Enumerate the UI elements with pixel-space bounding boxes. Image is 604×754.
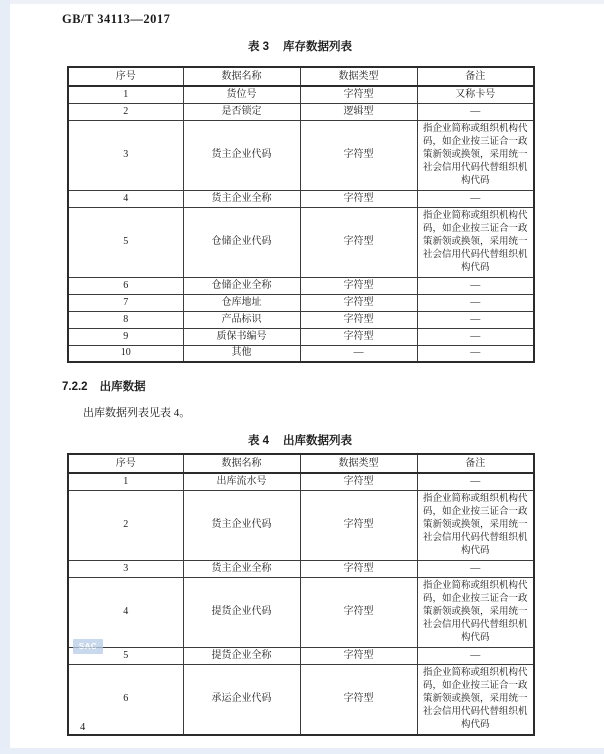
cell-name: 货主企业代码: [183, 490, 300, 560]
cell-remark: 指企业简称或组织机构代码，如企业按三证合一政策新领或换领，采用统一社会信用代码代替组织机构代码: [417, 207, 534, 277]
table-row: [68, 490, 534, 560]
cell-type: 字符型: [300, 207, 417, 277]
cell-remark: 指企业简称或组织机构代码，如企业按三证合一政策新领或换领，采用统一社会信用代码代替组织机构代码: [417, 577, 534, 647]
cell-seq: 3: [68, 560, 183, 577]
cell-name: 产品标识: [183, 311, 300, 328]
cell-seq: 7: [68, 294, 183, 311]
scan-edge-bottom: [0, 748, 604, 754]
cell-type: 字符型: [300, 311, 417, 328]
cell-name: 仓储企业代码: [183, 207, 300, 277]
table-row: [68, 664, 534, 735]
table-4-caption: [67, 432, 533, 448]
table-4-caption-title: 出库数据列表: [283, 435, 353, 447]
cell-seq: 5: [68, 207, 183, 277]
cell-name: 出库流水号: [183, 473, 300, 490]
cell-seq: 2: [68, 103, 183, 120]
cell-name: 是否锁定: [183, 103, 300, 120]
cell-remark: 指企业简称或组织机构代码，如企业按三证合一政策新领或换领，采用统一社会信用代码代替组织机构代码: [417, 120, 534, 190]
cell-remark: 又称卡号: [417, 86, 534, 103]
table-header-row: [68, 454, 534, 473]
standard-number-header: GB/T 34113—2017: [62, 12, 171, 26]
column-header-name: 数据名称: [183, 454, 300, 473]
cell-remark: —: [417, 103, 534, 120]
table-4-caption-label: 表 4: [247, 435, 270, 447]
cell-name: 货主企业代码: [183, 120, 300, 190]
scan-watermark: SAC: [73, 639, 103, 654]
cell-seq: 5: [68, 647, 183, 664]
table-row: [68, 647, 534, 664]
table-3-caption-label: 表 3: [247, 41, 270, 53]
cell-name: 提货企业代码: [183, 577, 300, 647]
table-row: [68, 345, 534, 362]
table-3-caption-title: 库存数据列表: [283, 41, 353, 53]
column-header-seq: 序号: [68, 67, 183, 86]
document-page: [10, 4, 604, 748]
column-header-name: 数据名称: [183, 67, 300, 86]
cell-name: 提货企业全称: [183, 647, 300, 664]
cell-name: 仓库地址: [183, 294, 300, 311]
cell-seq: 2: [68, 490, 183, 560]
cell-seq: 10: [68, 345, 183, 362]
column-header-type: 数据类型: [300, 67, 417, 86]
cell-remark: —: [417, 294, 534, 311]
table-3-caption: [67, 38, 533, 54]
table-row: [68, 277, 534, 294]
cell-type: 字符型: [300, 490, 417, 560]
cell-type: 字符型: [300, 277, 417, 294]
cell-type: 字符型: [300, 473, 417, 490]
cell-seq: 9: [68, 328, 183, 345]
cell-name: 承运企业代码: [183, 664, 300, 735]
section-heading: [62, 378, 146, 394]
cell-remark: —: [417, 311, 534, 328]
table-row: [68, 328, 534, 345]
cell-seq: 4: [68, 577, 183, 647]
cell-type: 字符型: [300, 560, 417, 577]
cell-type: 字符型: [300, 664, 417, 735]
cell-type: 字符型: [300, 120, 417, 190]
cell-seq: 6: [68, 277, 183, 294]
table-row: [68, 311, 534, 328]
column-header-remark: 备注: [417, 67, 534, 86]
cell-type: 字符型: [300, 328, 417, 345]
cell-remark: 指企业简称或组织机构代码，如企业按三证合一政策新领或换领，采用统一社会信用代码代替组织机构代码: [417, 490, 534, 560]
section-number: 7.2.2: [62, 381, 88, 393]
table-row: [68, 473, 534, 490]
cell-remark: —: [417, 647, 534, 664]
column-header-seq: 序号: [68, 454, 183, 473]
cell-type: 字符型: [300, 294, 417, 311]
table-row: [68, 120, 534, 190]
outbound-data-table: [67, 453, 535, 736]
table-row: [68, 86, 534, 103]
cell-remark: —: [417, 345, 534, 362]
cell-remark: 指企业简称或组织机构代码，如企业按三证合一政策新领或换领，采用统一社会信用代码代替组织机构代码: [417, 664, 534, 735]
cell-name: 货位号: [183, 86, 300, 103]
inventory-data-table: [67, 66, 535, 363]
section-title: 出库数据: [99, 381, 146, 393]
table-row: [68, 190, 534, 207]
cell-remark: —: [417, 473, 534, 490]
cell-name: 货主企业全称: [183, 190, 300, 207]
table-row: [68, 103, 534, 120]
page-number: 4: [80, 722, 86, 733]
table-header-row: [68, 67, 534, 86]
table-row: [68, 207, 534, 277]
table-row: [68, 560, 534, 577]
cell-seq: 1: [68, 473, 183, 490]
table-row: [68, 577, 534, 647]
column-header-remark: 备注: [417, 454, 534, 473]
scan-edge-left: [0, 0, 10, 754]
cell-type: 字符型: [300, 190, 417, 207]
cell-seq: 3: [68, 120, 183, 190]
cell-seq: 1: [68, 86, 183, 103]
table-row: [68, 294, 534, 311]
cell-remark: —: [417, 560, 534, 577]
section-body-text: 出库数据列表见表 4。: [83, 407, 191, 419]
cell-remark: —: [417, 328, 534, 345]
cell-name: 货主企业全称: [183, 560, 300, 577]
cell-type: 逻辑型: [300, 103, 417, 120]
cell-name: 质保书编号: [183, 328, 300, 345]
cell-type: 字符型: [300, 647, 417, 664]
cell-remark: —: [417, 190, 534, 207]
cell-remark: —: [417, 277, 534, 294]
column-header-type: 数据类型: [300, 454, 417, 473]
cell-type: —: [300, 345, 417, 362]
cell-seq: 6: [68, 664, 183, 735]
cell-type: 字符型: [300, 577, 417, 647]
cell-name: 其他: [183, 345, 300, 362]
cell-type: 字符型: [300, 86, 417, 103]
cell-name: 仓储企业全称: [183, 277, 300, 294]
cell-seq: 4: [68, 190, 183, 207]
cell-seq: 8: [68, 311, 183, 328]
